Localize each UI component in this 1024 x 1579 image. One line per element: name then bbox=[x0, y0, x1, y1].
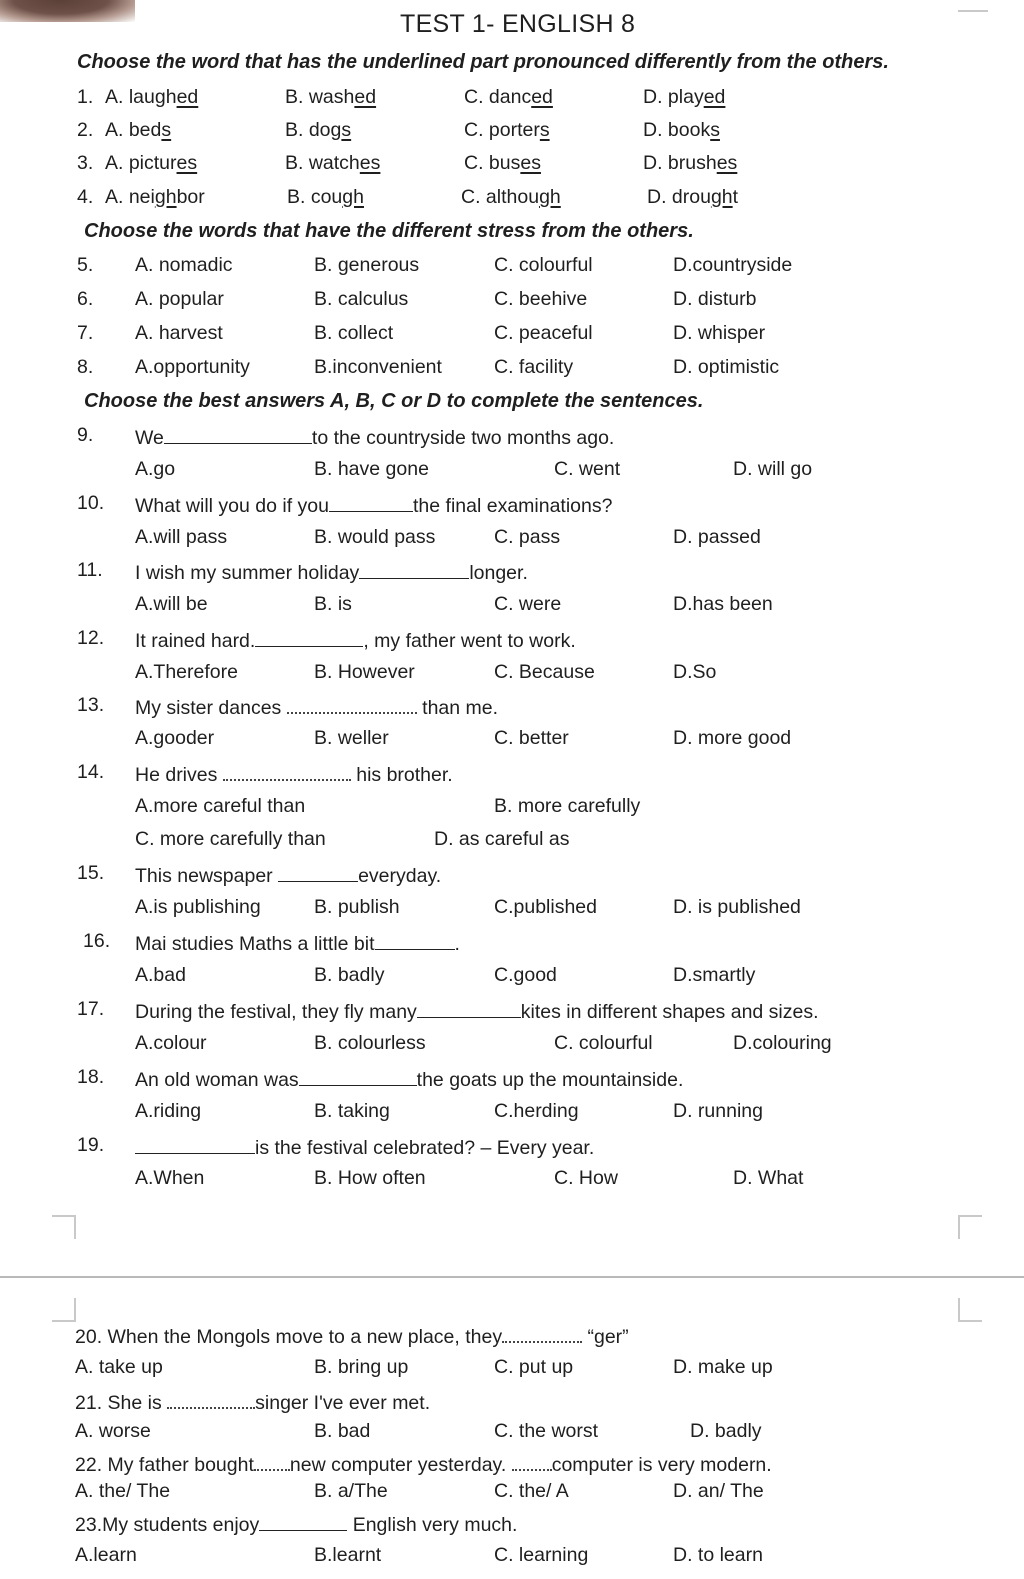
option-b: B. watches bbox=[285, 152, 381, 174]
option-a: A.more careful than bbox=[135, 795, 306, 817]
option-d: D. whisper bbox=[673, 322, 766, 344]
question-number: 13. bbox=[77, 694, 105, 716]
option-d: D. disturb bbox=[673, 288, 757, 310]
option-d: D. more good bbox=[673, 727, 792, 749]
option-b: B. bring up bbox=[314, 1356, 409, 1378]
option-b: B.inconvenient bbox=[314, 356, 442, 378]
option-b: B. bad bbox=[314, 1420, 371, 1442]
option-d: D. as careful as bbox=[434, 828, 570, 850]
answer-blank bbox=[164, 426, 312, 444]
option-c: C. peaceful bbox=[494, 322, 593, 344]
answer-blank bbox=[254, 1453, 290, 1471]
option-a: A.gooder bbox=[135, 727, 215, 749]
question-number: 18. bbox=[77, 1066, 105, 1088]
option-a: A.riding bbox=[135, 1100, 202, 1122]
option-d: D. played bbox=[643, 86, 726, 108]
answer-blank bbox=[375, 932, 455, 950]
option-b: B. have gone bbox=[314, 458, 429, 480]
option-b: B. cough bbox=[287, 186, 364, 208]
question-stem: What will you do if you the final examinations? bbox=[135, 495, 613, 517]
option-a: A.colour bbox=[135, 1032, 207, 1054]
section-best-answers: Choose the best answers A, B, C or D to complete the sentences. bbox=[84, 390, 704, 412]
option-c: C. went bbox=[554, 458, 621, 480]
option-d: D. brushes bbox=[643, 152, 738, 174]
option-d: D. drought bbox=[647, 186, 739, 208]
question-stem: is the festival celebrated? – Every year. bbox=[135, 1136, 594, 1159]
crop-mark bbox=[52, 1215, 76, 1239]
question-stem: My sister dances than me. bbox=[135, 697, 499, 719]
option-d: D. passed bbox=[673, 526, 761, 548]
answer-blank bbox=[167, 1391, 255, 1409]
photo-stain bbox=[0, 0, 135, 22]
option-b: B.learnt bbox=[314, 1544, 382, 1566]
option-c: C.good bbox=[494, 964, 557, 986]
question-number: 11. bbox=[77, 559, 103, 581]
question-stem: During the festival, they fly many kites in different shapes and sizes. bbox=[135, 1001, 819, 1023]
option-d: D. an/ The bbox=[673, 1480, 764, 1502]
option-c: C. facility bbox=[494, 356, 574, 378]
option-b: B. more carefully bbox=[494, 795, 641, 817]
answer-blank bbox=[259, 1513, 347, 1531]
option-a: A. laughed bbox=[105, 86, 199, 108]
question-number: 15. bbox=[77, 862, 105, 884]
question-number: 5. bbox=[77, 254, 94, 276]
option-d: D. optimistic bbox=[673, 356, 780, 378]
option-c: C.herding bbox=[494, 1100, 579, 1122]
option-a: A. the/ The bbox=[75, 1480, 171, 1502]
option-a: A.learn bbox=[75, 1544, 137, 1566]
question-number: 17. bbox=[77, 998, 105, 1020]
option-d: D.smartly bbox=[673, 964, 756, 986]
option-a: A.go bbox=[135, 458, 176, 480]
option-c: C.published bbox=[494, 896, 597, 918]
option-c: C. danced bbox=[464, 86, 553, 108]
option-c: C. colourful bbox=[554, 1032, 653, 1054]
option-b: B. taking bbox=[314, 1100, 390, 1122]
question-stem: 22. My father bought new computer yesterday. computer is very modern. bbox=[75, 1454, 772, 1476]
option-c: C. beehive bbox=[494, 288, 588, 310]
option-b: B. a/The bbox=[314, 1480, 388, 1502]
question-number: 9. bbox=[77, 424, 94, 446]
option-c: C. Because bbox=[494, 661, 595, 683]
answer-blank bbox=[223, 763, 351, 781]
page-divider bbox=[0, 1276, 1024, 1278]
question-stem: He drives his brother. bbox=[135, 764, 453, 786]
option-c: C. more carefully than bbox=[135, 828, 326, 850]
question-number: 12. bbox=[77, 627, 105, 649]
option-c: C. buses bbox=[464, 152, 541, 174]
question-number: 4. bbox=[77, 186, 94, 208]
option-a: A. beds bbox=[105, 119, 172, 141]
question-number: 19. bbox=[77, 1134, 105, 1156]
question-number: 7. bbox=[77, 322, 94, 344]
option-d: D. is published bbox=[673, 896, 801, 918]
question-stem: It rained hard. , my father went to work. bbox=[135, 630, 576, 652]
answer-blank bbox=[417, 1000, 521, 1018]
option-c: C. porters bbox=[464, 119, 550, 141]
answer-blank bbox=[135, 1136, 255, 1154]
question-number: 8. bbox=[77, 356, 94, 378]
question-stem: An old woman was the goats up the mountainside. bbox=[135, 1069, 684, 1091]
section-pronunciation: Choose the word that has the underlined part pronounced differently from the others. bbox=[77, 51, 889, 73]
option-d: D. badly bbox=[690, 1420, 762, 1442]
option-b: B. However bbox=[314, 661, 415, 683]
option-b: B. How often bbox=[314, 1167, 426, 1189]
option-c: C. How bbox=[554, 1167, 618, 1189]
question-number: 2. bbox=[77, 119, 94, 141]
option-d: D. running bbox=[673, 1100, 763, 1122]
option-d: D. What bbox=[733, 1167, 804, 1189]
option-c: C. colourful bbox=[494, 254, 593, 276]
option-a: A. popular bbox=[135, 288, 224, 310]
option-a: A.is publishing bbox=[135, 896, 261, 918]
question-number: 10. bbox=[77, 492, 105, 514]
question-stem: 20. When the Mongols move to a new place, they “ger” bbox=[75, 1326, 629, 1348]
option-d: D.has been bbox=[673, 593, 773, 615]
question-stem: Mai studies Maths a little bit . bbox=[135, 933, 460, 955]
question-stem: We to the countryside two months ago. bbox=[135, 427, 615, 449]
option-b: B. colourless bbox=[314, 1032, 426, 1054]
option-d: D. to learn bbox=[673, 1544, 763, 1566]
page-title: TEST 1- ENGLISH 8 bbox=[400, 10, 636, 38]
option-b: B. washed bbox=[285, 86, 377, 108]
option-b: B. publish bbox=[314, 896, 400, 918]
answer-blank bbox=[502, 1325, 582, 1343]
option-a: A. pictures bbox=[105, 152, 198, 174]
option-c: C. the/ A bbox=[494, 1480, 569, 1502]
option-a: A.When bbox=[135, 1167, 205, 1189]
option-c: C. pass bbox=[494, 526, 561, 548]
option-b: B. is bbox=[314, 593, 352, 615]
option-c: C. the worst bbox=[494, 1420, 599, 1442]
option-a: A. take up bbox=[75, 1356, 163, 1378]
question-stem: I wish my summer holiday longer. bbox=[135, 562, 528, 584]
option-b: B. weller bbox=[314, 727, 389, 749]
option-a: A.will be bbox=[135, 593, 208, 615]
option-b: B. badly bbox=[314, 964, 385, 986]
answer-blank bbox=[299, 1068, 417, 1086]
answer-blank bbox=[359, 561, 469, 579]
option-c: C. put up bbox=[494, 1356, 574, 1378]
option-d: D.colouring bbox=[733, 1032, 832, 1054]
question-number: 3. bbox=[77, 152, 94, 174]
question-number: 14. bbox=[77, 761, 105, 783]
option-b: B. dogs bbox=[285, 119, 352, 141]
option-a: A. nomadic bbox=[135, 254, 233, 276]
question-number: 6. bbox=[77, 288, 94, 310]
answer-blank bbox=[278, 864, 358, 882]
option-b: B. would pass bbox=[314, 526, 436, 548]
answer-blank bbox=[329, 494, 413, 512]
crop-mark bbox=[958, 1215, 982, 1239]
question-number: 16. bbox=[83, 930, 111, 952]
option-b: B. collect bbox=[314, 322, 394, 344]
option-c: C. although bbox=[461, 186, 561, 208]
option-d: D.countryside bbox=[673, 254, 793, 276]
section-stress: Choose the words that have the different stress from the others. bbox=[84, 220, 694, 242]
option-b: B. generous bbox=[314, 254, 420, 276]
option-d: D. will go bbox=[733, 458, 813, 480]
answer-blank bbox=[255, 629, 363, 647]
option-a: A.bad bbox=[135, 964, 186, 986]
option-a: A.will pass bbox=[135, 526, 228, 548]
option-a: A.Therefore bbox=[135, 661, 238, 683]
question-stem: 23.My students enjoy English very much. bbox=[75, 1514, 518, 1536]
option-a: A.opportunity bbox=[135, 356, 250, 378]
answer-blank bbox=[512, 1453, 552, 1471]
option-d: D.So bbox=[673, 661, 717, 683]
answer-blank bbox=[287, 696, 417, 714]
question-stem: This newspaper everyday. bbox=[135, 865, 442, 887]
question-number: 1. bbox=[77, 86, 94, 108]
option-a: A. harvest bbox=[135, 322, 223, 344]
option-d: D. make up bbox=[673, 1356, 773, 1378]
option-a: A. worse bbox=[75, 1420, 151, 1442]
crop-mark bbox=[958, 1298, 982, 1322]
crop-mark bbox=[52, 1298, 76, 1322]
option-b: B. calculus bbox=[314, 288, 409, 310]
option-c: C. better bbox=[494, 727, 569, 749]
question-stem: 21. She is singer I've ever met. bbox=[75, 1392, 431, 1414]
option-d: D. books bbox=[643, 119, 720, 141]
option-c: C. learning bbox=[494, 1544, 589, 1566]
crop-mark bbox=[958, 0, 988, 12]
option-c: C. were bbox=[494, 593, 562, 615]
option-a: A. neighbor bbox=[105, 186, 205, 208]
